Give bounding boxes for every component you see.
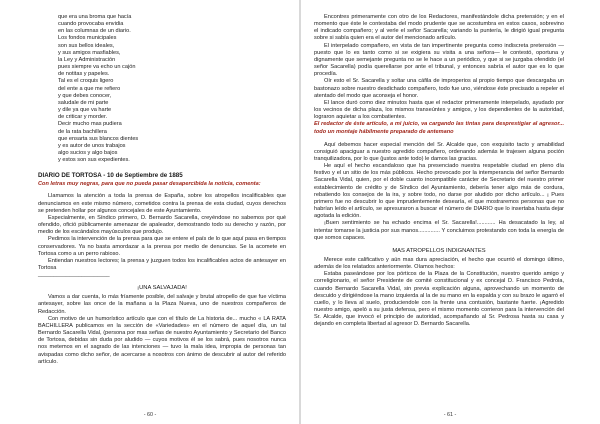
editor-note: El redactor de éste artículo, a mi juicio, va cargando las tintas para desprestigiar al agresor... todo un montaje hábilmente preparado de antemano — [314, 121, 564, 135]
paragraph: Encontres primeramente con otro de los Redactores, manifestándole dicha pretensión; y en el momento que éste le contestaba del modo prudente que se acostumbra en estos casos, sobrevino el indicado compañero; y al verle el señor Sacarella; variando la puntería, le dirigió igual pregunta sobre si sabía quien era el autor del mencionado artículo. — [314, 14, 564, 42]
right-page — [300, 0, 600, 424]
paragraph: El lance duró como diez minutos hasta que el redactor primeramente interpelado, ayudado por los vecinos de dicha plaza, los mismos transeúntes y amigos, y los dependientes de la autoridad, lograron aquietar a los combatientes. — [314, 99, 564, 121]
paragraph: Pedimos la intervención de la prensa para que se entere el país de lo que aquí pasa en tiempos conservadores. Ya no basta amordazar a la prensa por medio de denuncias. Se la acomete en Tortosa como a un perro rabioso. — [38, 236, 286, 257]
section-title: ¡UNA SALVAJADA! — [137, 285, 187, 292]
paragraph: Vamos a dar cuenta, lo más fríamente posible, del salvaje y brutal atropello de que fue víctima antesayer, sobre las once de la mañana a la Plaza Nueva, uno de nuestros compañeros de Redacción. — [38, 294, 286, 315]
paragraph: He aquí el hecho escandaloso que ha presenciado nuestra respetable ciudad en pleno día festivo y el un sitio de los más públicos. Hecho provocado por la intemperancia del señor Bernardo Sacarella Vidal, quien, por el doble cuanto incompatible carácter de Secretario del nuestro primer establecimiento de crédito y de Síndico del Ayuntamiento, debería tener algo más de cordura, rebatiendo los consejos de la ira, y sobre todo, no darse por aludido por dicho artículo... ¡ Pues primero fue no descubrir lo que imprudentemente desearía, el que mostraremos personas que no habrían leído el artículo, se apresuraron a buscar el número de DIARIO que lo insertaba hasta dejar agotada la edición. — [314, 163, 564, 220]
paragraph: ¡Buen sentimiento se ha echado encima el Sr. Sacarella!............ Ha desacatado la ley, al intentar tomarse la justicia por sus manos.............. Y concluimos protestando con toda la energía de que somos capaces. — [314, 220, 564, 241]
paragraph: Merece este calificativo y aún mas dura apreciación, el hecho que ocurrió el domingo último, además de los relatados anteriormente. Oíamos hechos: — [314, 257, 564, 271]
page-number: - 61 - — [443, 412, 457, 418]
page-number: - 60 - — [143, 412, 157, 418]
paragraph: Oír esto el Sr. Sacarella y soltar una cáfila de improperios al propio tiempo que descargaba un bastonazo sobre nuestro desdichado compañero, todo fue uno, viéndose éste precisado a repeler el atentado del modo que aconseja el honor. — [314, 78, 564, 99]
paragraph: Llamamos la atención a toda la prensa de España, sobre los atropellos incalificables que denunciamos en este mismo número, cometidos contra la prensa de esta ciudad, cuyos derechos se pretenden hollar por algunos concejales de este Ayuntamiento. — [38, 193, 286, 214]
paragraph: El interpelado compañero, en vista de tan impertinente pregunta como indiscreta pretensión —puesto que lo es tanto como si se exigiera su visita a una señora— le contestó, oportuna y dignamente que semejante pregunta no se le hace a un periódico, y que si se juzgaba ofendido (el señor Sacarella) podía querellarse por ante el tribunal, y entonces sabría el autor que es lo que procedía. — [314, 42, 564, 78]
poem-stanza: que era una broma que hacía cuando provocaba envidia en las columnas de un diario. Los fondos municipales son sus bellos ideales, y sus amigos masfiables, la Ley y Administración pues siempre va echo un cajón de notitas y papeles. Tal es el croquis ligero del ente a que me refiero y que debes conocer, saludale de mi parte y dile ya que va harte de criticar y morder. Decir mucho mas pudiera de la rata bachillera que ensarta sus blancos dientes y es autor de unos trabajos algo sucios y algo bajos y estos son sus expedientes. — [58, 14, 139, 164]
separator-rule: _______________________ — [38, 272, 110, 279]
paragraph: Entiendan nuestros lectores; la prensa y juzguen todos los incalificables actos de antesayer en Tortosa — [38, 257, 286, 271]
paragraph: Con motivo de un humorístico artículo que con el título de La historia de... mucho « LA RATA BACHILLERA publicamos en la sección de «Variedades» en el número de aquel día, un tal Bernardo Sacarella Vidal, (persona por mas señas de nuestro Ayuntamiento y Secretario del Banco de Tortosa, debidas sin duda por aludido — cuyos motivos él se los sabrá, pues nosotros nunca nos metemos en el sagrado de las intenciones — tuvo la mala idea, impropia de personas tan avispadas como dicho señor, de acercarse a nosotros con ánimo de descubrir al autor del referido artículo. — [38, 315, 286, 365]
section-title: MAS ATROPELLOS INDIGNANTES — [392, 247, 486, 254]
paragraph: Estaba paseándose por los pórticos de la Plaza de la Constitución, nuestro querido amigo y correligionario, el señor Presidente de comité constitucional y ex concejal D. Francisco Pedrola, cuando Bernardo Sacarella Vidal, sin previa explicación alguna, aprovechando un momento de descuido y dirigiéndose la mano izquierda al la de su mano en la espalda y con su brazo le agarró el cuello, y lo lleva al suelo, produciendole con la frente una contusión, bastante fuerte. ¡Agredido nuestro amigo, apeló a su justa defensa, pero el mismo momento corrieron para la intervención del Sr. Alcalde, que invocó el principio de autoridad, acompañando al Sr. Pedrosa hasta su casa y dejando en completa libertad al agresor D. Bernardo Sacarella. — [314, 271, 564, 328]
article-heading: DIARIO DE TORTOSA - 10 de Septiembre de 1885 — [38, 172, 183, 180]
article-subheading: Con letras muy negras, para que no pueda pasar desapercibida la noticia, comenta: — [38, 181, 261, 188]
paragraph: Aquí debemos hacer especial mención del Sr. Alcalde que, con exquisito tacto y amabilidad consiguió apaciguar a nuestro agredido compañero, ordenando además le trajesen alguna poción tranquilizadora, por lo que (justos ante todo) le damos las gracias. — [314, 141, 564, 162]
paragraph: Especialmente, en Síndico primero, D. Bernardo Sacarella, creyéndose no sabemos por qué ofendido, ofició públicamente amenazar de apaleador, demostrando todo su derecho y razón, por medio de los escándalos mayúsculos que produjo. — [38, 214, 286, 236]
